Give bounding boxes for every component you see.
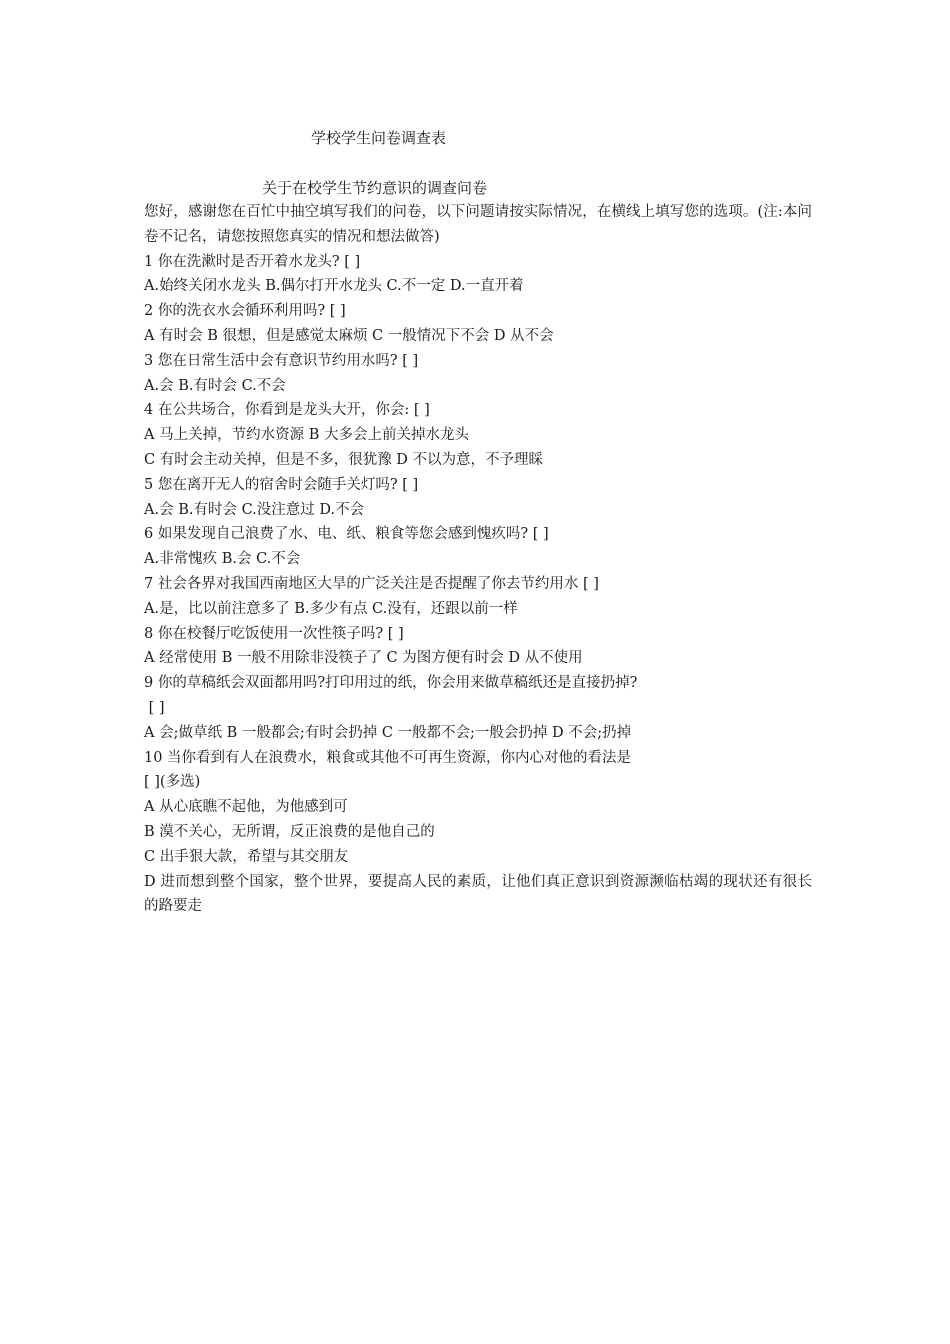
question-4-options-ab: A 马上关掉，节约水资源 B 大多会上前关掉水龙头: [144, 427, 469, 444]
question-3: 3 您在日常生活中会有意识节约用水吗? [ ]: [144, 352, 419, 369]
question-5: 5 您在离开无人的宿舍时会随手关灯吗? [ ]: [144, 476, 419, 493]
question-9-blank: [ ]: [144, 699, 165, 716]
question-9: 9 你的草稿纸会双面都用吗?打印用过的纸，你会用来做草稿纸还是直接扔掉?: [144, 675, 638, 692]
question-7: 7 社会各界对我国西南地区大旱的广泛关注是否提醒了你去节约用水 [ ]: [144, 575, 599, 592]
question-8-options: A 经常使用 B 一般不用除非没筷子了 C 为图方便有时会 D 从不使用: [144, 650, 583, 667]
document-title: 学校学生问卷调查表: [311, 129, 447, 147]
question-8: 8 你在校餐厅吃饭使用一次性筷子吗? [ ]: [144, 625, 404, 642]
question-10-blank: [ ](多选): [144, 774, 201, 791]
question-5-options: A.会 B.有时会 C.没注意过 D.不会: [144, 501, 365, 518]
questionnaire-body: [144, 200, 812, 919]
question-1: 1 你在洗漱时是否开着水龙头? [ ]: [144, 253, 361, 270]
question-7-options: A.是，比以前注意多了 B.多少有点 C.没有，还跟以前一样: [144, 600, 518, 617]
question-2-options: A 有时会 B 很想，但是感觉太麻烦 C 一般情况下不会 D 从不会: [144, 327, 554, 344]
question-3-options: A.会 B.有时会 C.不会: [144, 377, 286, 394]
question-10-option-c: C 出手狠大款，希望与其交朋友: [144, 848, 349, 865]
question-10-option-d: D 进而想到整个国家，整个世界，要提高人民的素质，让他们真正意识到资源濒临枯竭的现状还有很长的路要走: [144, 873, 812, 915]
question-1-options: A.始终关闭水龙头 B.偶尔打开水龙头 C.不一定 D.一直开着: [144, 278, 524, 295]
question-10-option-b: B 漠不关心，无所谓，反正浪费的是他自己的: [144, 823, 435, 840]
question-6: 6 如果发现自己浪费了水、电、纸、粮食等您会感到愧疚吗? [ ]: [144, 526, 549, 543]
question-4-options-cd: C 有时会主动关掉，但是不多，很犹豫 D 不以为意，不予理睬: [144, 451, 544, 468]
question-10-option-a: A 从心底瞧不起他，为他感到可: [144, 799, 348, 816]
question-6-options: A.非常愧疚 B.会 C.不会: [144, 551, 301, 568]
intro-paragraph: 您好，感谢您在百忙中抽空填写我们的问卷，以下问题请按实际情况，在横线上填写您的选项。(注:本问卷不记名，请您按照您真实的情况和想法做答): [144, 204, 812, 245]
question-2: 2 你的洗衣水会循环利用吗? [ ]: [144, 303, 346, 320]
document-subtitle: 关于在校学生节约意识的调查问卷: [262, 179, 488, 197]
question-9-options: A 会;做草纸 B 一般都会;有时会扔掉 C 一般都不会;一般会扔掉 D 不会;扔掉: [144, 724, 632, 741]
question-10: 10 当你看到有人在浪费水，粮食或其他不可再生资源，你内心对他的看法是: [144, 749, 632, 766]
question-4: 4 在公共场合，你看到是龙头大开，你会: [ ]: [144, 402, 430, 419]
